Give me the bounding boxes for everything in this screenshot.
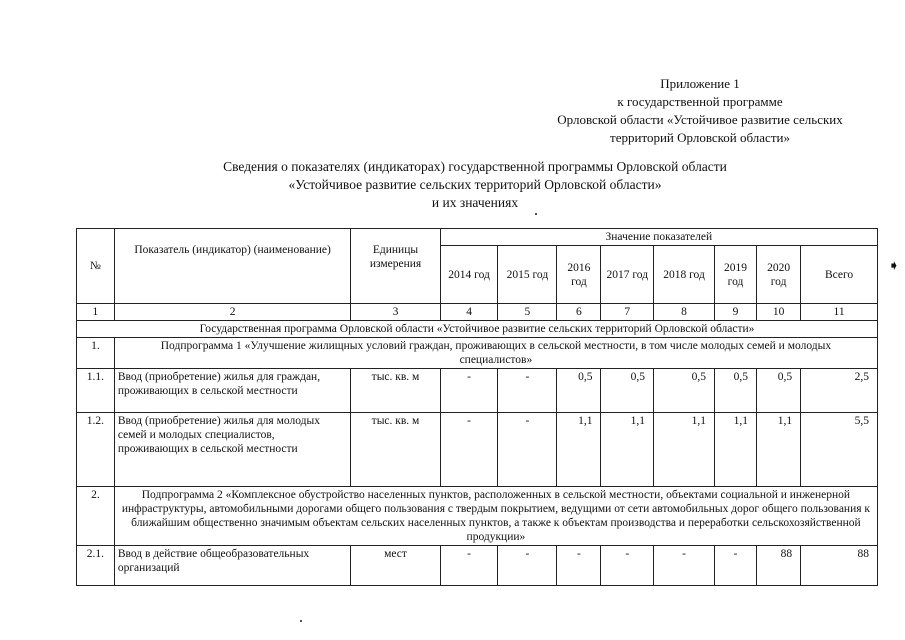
- header-year: 2014 год: [440, 246, 498, 304]
- col-number: 9: [714, 304, 756, 321]
- header-unit: Единицы измерения: [351, 229, 440, 304]
- row-value: -: [654, 546, 715, 586]
- header-values-group: Значение показателей: [440, 229, 877, 246]
- subprogram-title: Подпрограмма 2 «Комплексное обустройство населенных пунктов, расположенных в сельской местности, объектами социальной и инженерной инфраструктуры, автомобильными дорогами общего пользования с твердым покрытием, ведущими от сети автомобильных дорог общего пользования к ближайшим общественно значимым объектам сельских населенных пунктов, а также к объектам производства и переработки сельскохозяйственной продукции»: [114, 487, 877, 546]
- row-total: 2,5: [801, 369, 878, 413]
- header-total: Всего: [801, 246, 878, 304]
- row-value: 1,1: [654, 413, 715, 487]
- row-indicator-name: Ввод (приобретение) жилья для молодых семей и молодых специалистов, проживающих в сельской местности: [114, 413, 351, 487]
- row-value: 1,1: [757, 413, 801, 487]
- row-value: -: [440, 369, 498, 413]
- row-value: -: [498, 546, 557, 586]
- row-value: -: [601, 546, 654, 586]
- header-no: №: [77, 229, 115, 304]
- row-unit: тыс. кв. м: [351, 369, 440, 413]
- annex-line-1: Приложение 1: [660, 76, 740, 91]
- arrow-marker-icon: ➧: [888, 258, 900, 274]
- header-year: 2016 год: [557, 246, 601, 304]
- annex-line-2: к государственной программе: [617, 94, 783, 109]
- row-value: 0,5: [601, 369, 654, 413]
- col-number: 2: [114, 304, 351, 321]
- program-title-row: [77, 321, 878, 338]
- row-number: 2.1.: [77, 546, 115, 586]
- row-value: -: [440, 546, 498, 586]
- subprogram-number: 1.: [77, 338, 115, 369]
- table-row: [77, 413, 878, 487]
- header-indicator: Показатель (индикатор) (наименование): [114, 229, 351, 304]
- scan-speck: [300, 620, 302, 622]
- program-title: Государственная программа Орловской области «Устойчивое развитие сельских территорий Орловской области»: [77, 321, 878, 338]
- header-year: 2020 год: [757, 246, 801, 304]
- row-value: 88: [757, 546, 801, 586]
- header-year: 2017 год: [601, 246, 654, 304]
- subprogram-row: [77, 338, 878, 369]
- annex-line-3: Орловской области «Устойчивое развитие сельских: [557, 112, 843, 127]
- row-value: 0,5: [757, 369, 801, 413]
- indicators-table: [76, 228, 878, 586]
- header-year: 2019 год: [714, 246, 756, 304]
- col-number: 10: [757, 304, 801, 321]
- row-indicator-name: Ввод в действие общеобразовательных организаций: [114, 546, 351, 586]
- header-row-1: [77, 229, 878, 246]
- row-value: -: [498, 369, 557, 413]
- col-number: 4: [440, 304, 498, 321]
- table-row: [77, 369, 878, 413]
- row-number: 1.1.: [77, 369, 115, 413]
- row-value: -: [440, 413, 498, 487]
- header-year: 2015 год: [498, 246, 557, 304]
- col-number: 3: [351, 304, 440, 321]
- row-unit: тыс. кв. м: [351, 413, 440, 487]
- row-total: 88: [801, 546, 878, 586]
- col-number: 8: [654, 304, 715, 321]
- row-total: 5,5: [801, 413, 878, 487]
- row-value: 0,5: [714, 369, 756, 413]
- subprogram-number: 2.: [77, 487, 115, 546]
- row-unit: мест: [351, 546, 440, 586]
- table-row: [77, 546, 878, 586]
- col-number: 5: [498, 304, 557, 321]
- row-value: 1,1: [714, 413, 756, 487]
- row-value: 1,1: [557, 413, 601, 487]
- title-line-3: и их значениях: [431, 195, 519, 210]
- col-number: 7: [601, 304, 654, 321]
- header-year: 2018 год: [654, 246, 715, 304]
- row-value: 0,5: [654, 369, 715, 413]
- col-number: 6: [557, 304, 601, 321]
- row-value: 0,5: [557, 369, 601, 413]
- row-value: -: [714, 546, 756, 586]
- document-title: [150, 158, 800, 212]
- row-value: -: [557, 546, 601, 586]
- annex-line-4: территорий Орловской области»: [610, 130, 790, 145]
- row-indicator-name: Ввод (приобретение) жилья для граждан, проживающих в сельской местности: [114, 369, 351, 413]
- annex-header: [520, 75, 880, 147]
- column-numbers-row: [77, 304, 878, 321]
- subprogram-title: Подпрограмма 1 «Улучшение жилищных условий граждан, проживающих в сельской местности, в том числе молодых семей и молодых специалистов»: [114, 338, 877, 369]
- scan-speck: [535, 213, 537, 215]
- col-number: 1: [77, 304, 115, 321]
- row-value: -: [498, 413, 557, 487]
- subprogram-row: [77, 487, 878, 546]
- title-line-1: Сведения о показателях (индикаторах) государственной программы Орловской области: [223, 159, 727, 174]
- title-line-2: «Устойчивое развитие сельских территорий Орловской области»: [288, 177, 662, 192]
- col-number: 11: [801, 304, 878, 321]
- row-number: 1.2.: [77, 413, 115, 487]
- row-value: 1,1: [601, 413, 654, 487]
